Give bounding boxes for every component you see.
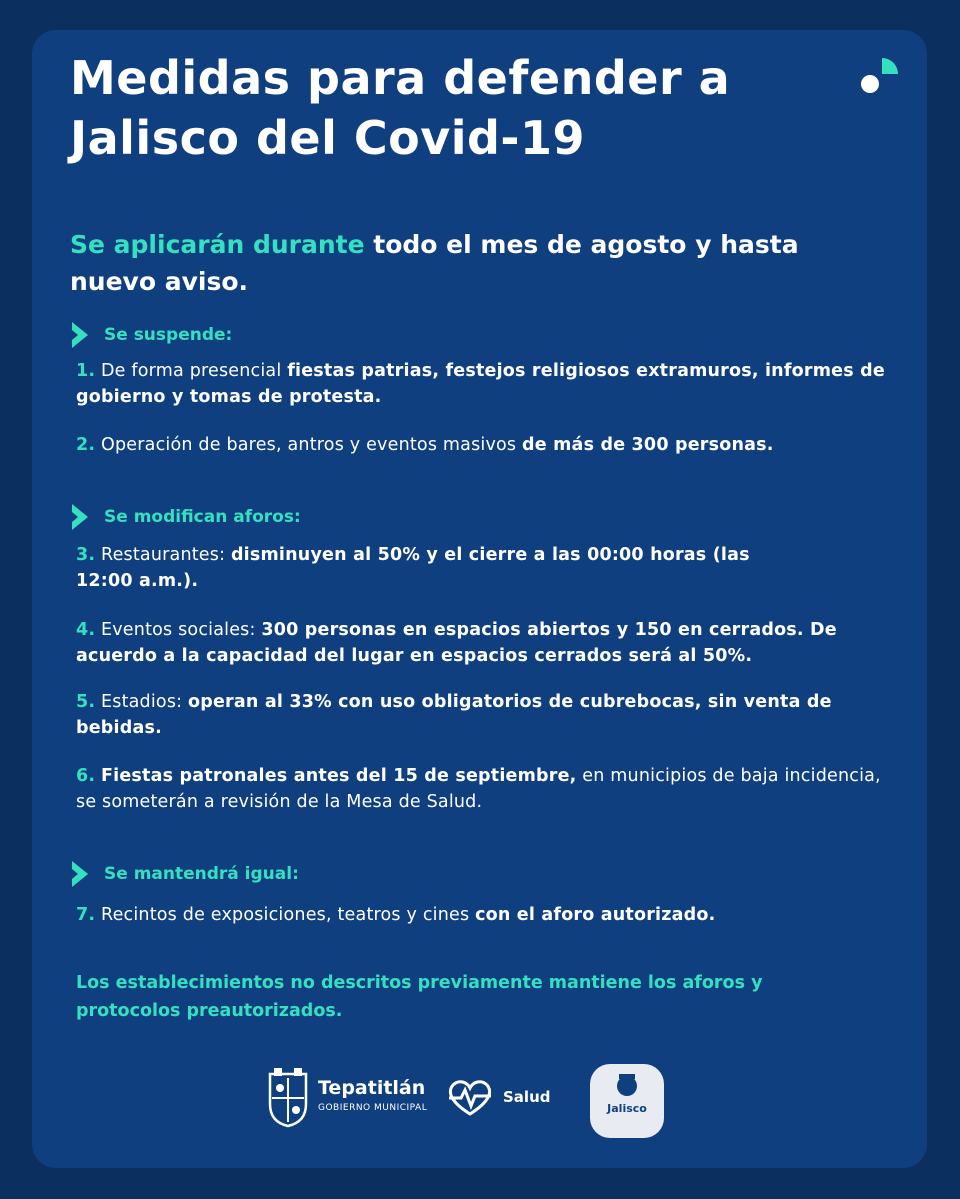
jalisco-logo [586,1060,668,1142]
tepatitlan-name: Tepatitlán [318,1077,426,1099]
item-number: 6. [76,766,96,786]
chevron-right-icon [68,502,92,532]
chevron-right-icon [68,320,92,350]
brand-dots-icon [858,54,902,98]
salud-logo [445,1076,550,1118]
list-item [76,763,886,815]
item-bold-text: Fiestas patronales antes del 15 de septiembre, [101,766,577,786]
footer-logos [0,1058,960,1138]
tepatitlan-sub: GOBIERNO MUNICIPAL [318,1103,428,1113]
item-bold-text: de más de 300 personas. [522,435,774,455]
list-item [76,358,886,410]
item-text: Restaurantes: [95,545,231,565]
section-label: Se modifican aforos: [104,507,301,527]
intro-text [70,226,850,300]
chevron-right-icon [68,859,92,889]
list-item [76,617,886,669]
jalisco-label: Jalisco [607,1102,647,1115]
list-item [76,689,886,741]
item-text-after: en municipios de baja incidencia, se someterán a revisión de la Mesa de Salud. [76,766,881,812]
item-number: 1. [76,361,96,381]
item-bold-text: operan al 33% con uso obligatorios de cubrebocas, sin venta de bebidas. [76,692,832,738]
item-number: 3. [76,545,96,565]
closing-note: Los establecimientos no descritos previamente mantiene los aforos y protocolos preautorizados. [76,973,763,1021]
poster-title: Medidas para defender a Jalisco del Covid-19 [70,51,731,165]
list-item [76,542,776,594]
item-bold-text: fiestas patrias, festejos religiosos extramuros, informes de gobierno y tomas de protesta. [76,361,885,407]
item-number: 7. [76,905,96,925]
intro-highlight: Se aplicarán durante [70,230,365,259]
section-header-modifican-aforos [68,503,301,531]
item-number: 4. [76,620,96,640]
section-label: Se suspende: [104,325,233,345]
item-number: 5. [76,692,96,712]
item-number: 2. [76,435,96,455]
salud-label: Salud [503,1088,551,1106]
item-text: Eventos sociales: [95,620,262,640]
intro-rest: todo el mes de agosto y hasta nuevo aviso. [70,230,799,296]
item-bold-text: disminuyen al 50% y el cierre a las 00:00 horas (las 12:00 a.m.). [76,545,750,591]
section-header-suspende [68,321,232,349]
item-text: Estadios: [95,692,189,712]
section-header-mantendra-igual [68,860,299,888]
item-text: Recintos de exposiciones, teatros y cines [95,905,476,925]
item-text: Operación de bares, antros y eventos masivos [95,435,523,455]
item-text: De forma presencial [95,361,288,381]
section-label: Se mantendrá igual: [104,864,299,884]
tepatitlan-logo [264,1064,427,1128]
jalisco-seal-icon [586,1060,668,1142]
list-item [76,432,886,458]
list-item [76,902,886,928]
item-bold-text: con el aforo autorizado. [475,905,716,925]
heart-pulse-icon [445,1076,495,1118]
item-bold-text: 300 personas en espacios abiertos y 150 en cerrados. De acuerdo a la capacidad del lugar en espacios cerrados será al 50%. [76,620,837,666]
coat-of-arms-icon [264,1064,312,1128]
